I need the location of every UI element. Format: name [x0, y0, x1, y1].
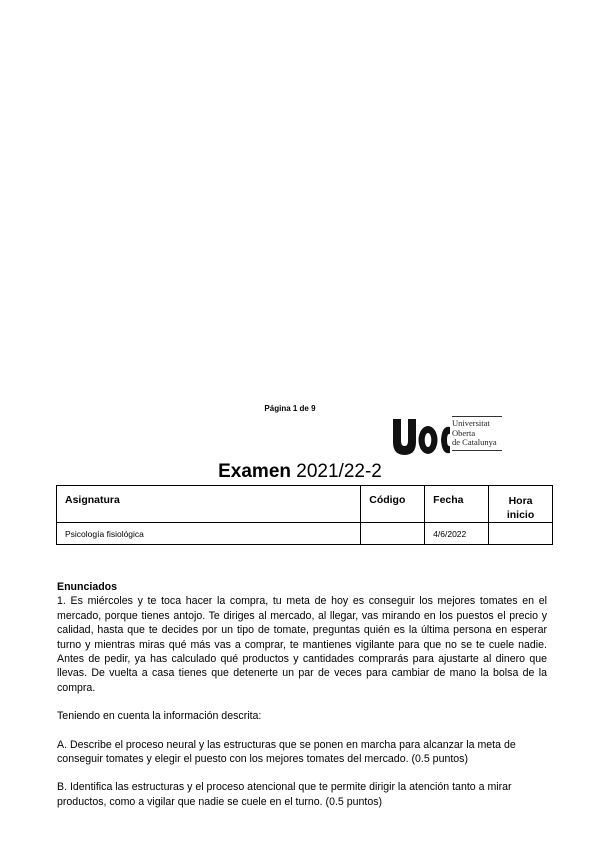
logo-text-3: de Catalunya [452, 437, 497, 447]
table-row [57, 523, 553, 545]
question-intro: Teniendo en cuenta la información descrita: [57, 710, 262, 723]
table-header-row [57, 486, 553, 523]
header-hora-inicio: Hora inicio [489, 486, 553, 523]
cell-asignatura: Psicología fisiológica [57, 523, 361, 545]
exam-title [0, 460, 600, 484]
question-1-text: 1. Es miércoles y te toca hacer la compra, tu meta de hoy es conseguir los mejores tomates en el mercado, porque tienes antojo. Te diriges al mercado, al llegar, vas mirando en los puestos el precio y calidad, hasta que te decides por un tipo de tomate, preguntas quién es la última persona en esperar turno y mientras miras qué más vas a comprar, te mantienes vigilante para que no se te cuele nadie. Antes de pedir, ya has calculado qué productos y cantidades comprarás para ajustarte al dinero que llevas. De vuelta a casa tienes que detenerte un par de veces para cambiar de mano la bolsa de la compra. [57, 595, 547, 694]
header-fecha: Fecha [425, 486, 489, 523]
cell-fecha: 4/6/2022 [425, 523, 489, 545]
logo-rule-top [452, 416, 502, 417]
cell-hora [489, 523, 553, 545]
university-logo [392, 415, 504, 457]
exam-title-bold: Examen [218, 461, 291, 482]
section-heading: Enunciados [57, 581, 118, 593]
cell-codigo [361, 523, 425, 545]
question-part-b: B. Identifica las estructuras y el proceso atencional que te permite dirigir la atención tanto a mirar productos, como a vigilar que nadie se cuele en el turno. (0.5 puntos) [57, 781, 512, 808]
header-codigo: Código [361, 486, 425, 523]
uoc-logo-mark-icon [392, 415, 450, 457]
logo-text-1: Universitat [452, 418, 490, 428]
page-number: Página 1 de 9 [264, 404, 316, 413]
header-asignatura: Asignatura [57, 486, 361, 523]
exam-title-year: 2021/22-2 [291, 461, 382, 482]
exam-content [57, 580, 547, 809]
question-part-a: A. Describe el proceso neural y las estructuras que se ponen en marcha para alcanzar la meta de conseguir tomates y elegir el puesto con los mejores tomates del mercado. (0.5 puntos) [57, 738, 516, 766]
exam-info-table [56, 485, 553, 545]
logo-rule-bottom [452, 450, 502, 451]
logo-text-2: Oberta [452, 427, 476, 438]
